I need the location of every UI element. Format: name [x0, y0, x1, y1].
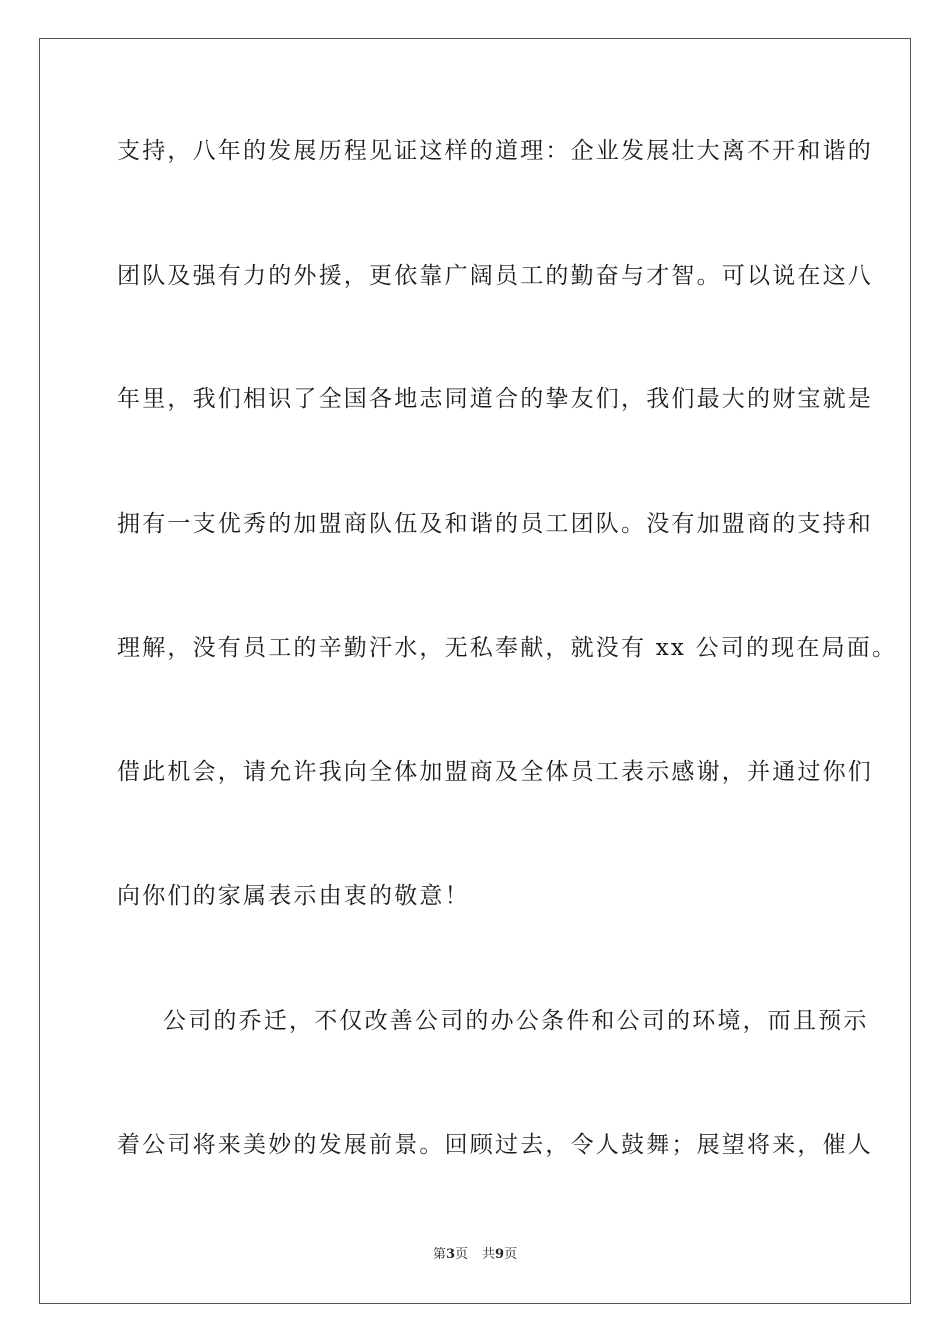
page-suffix: 页: [454, 1247, 468, 1262]
text-line-2: 团队及强有力的外援，更依靠广阔员工的勤奋与才智。可以说在这八: [117, 263, 873, 289]
text-line-1: 支持，八年的发展历程见证这样的道理：企业发展壮大离不开和谐的: [117, 138, 873, 164]
text-line-3: 年里，我们相识了全国各地志同道合的挚友们，我们最大的财宝就是: [117, 386, 873, 412]
page-prefix: 第: [432, 1247, 446, 1262]
page-border: [39, 38, 911, 1304]
total-prefix: 共: [482, 1247, 496, 1262]
text-line-7: 向你们的家属表示由衷的敬意！: [117, 883, 470, 909]
paragraph-start-line: 公司的乔迁，不仅改善公司的办公条件和公司的环境，而且预示: [163, 1008, 869, 1034]
page-number-footer: [0, 1246, 950, 1264]
text-line-5: 理解，没有员工的辛勤汗水，无私奉献，就没有 xx 公司的现在局面。: [117, 635, 898, 661]
total-page-number: 9: [495, 1247, 505, 1262]
total-suffix: 页: [504, 1247, 518, 1262]
text-line-6: 借此机会，请允许我向全体加盟商及全体员工表示感谢，并通过你们: [117, 759, 873, 785]
current-page-number: 3: [445, 1247, 455, 1262]
text-line-9: 着公司将来美妙的发展前景。回顾过去，令人鼓舞；展望将来，催人: [117, 1132, 873, 1158]
text-line-4: 拥有一支优秀的加盟商队伍及和谐的员工团队。没有加盟商的支持和: [117, 511, 873, 537]
